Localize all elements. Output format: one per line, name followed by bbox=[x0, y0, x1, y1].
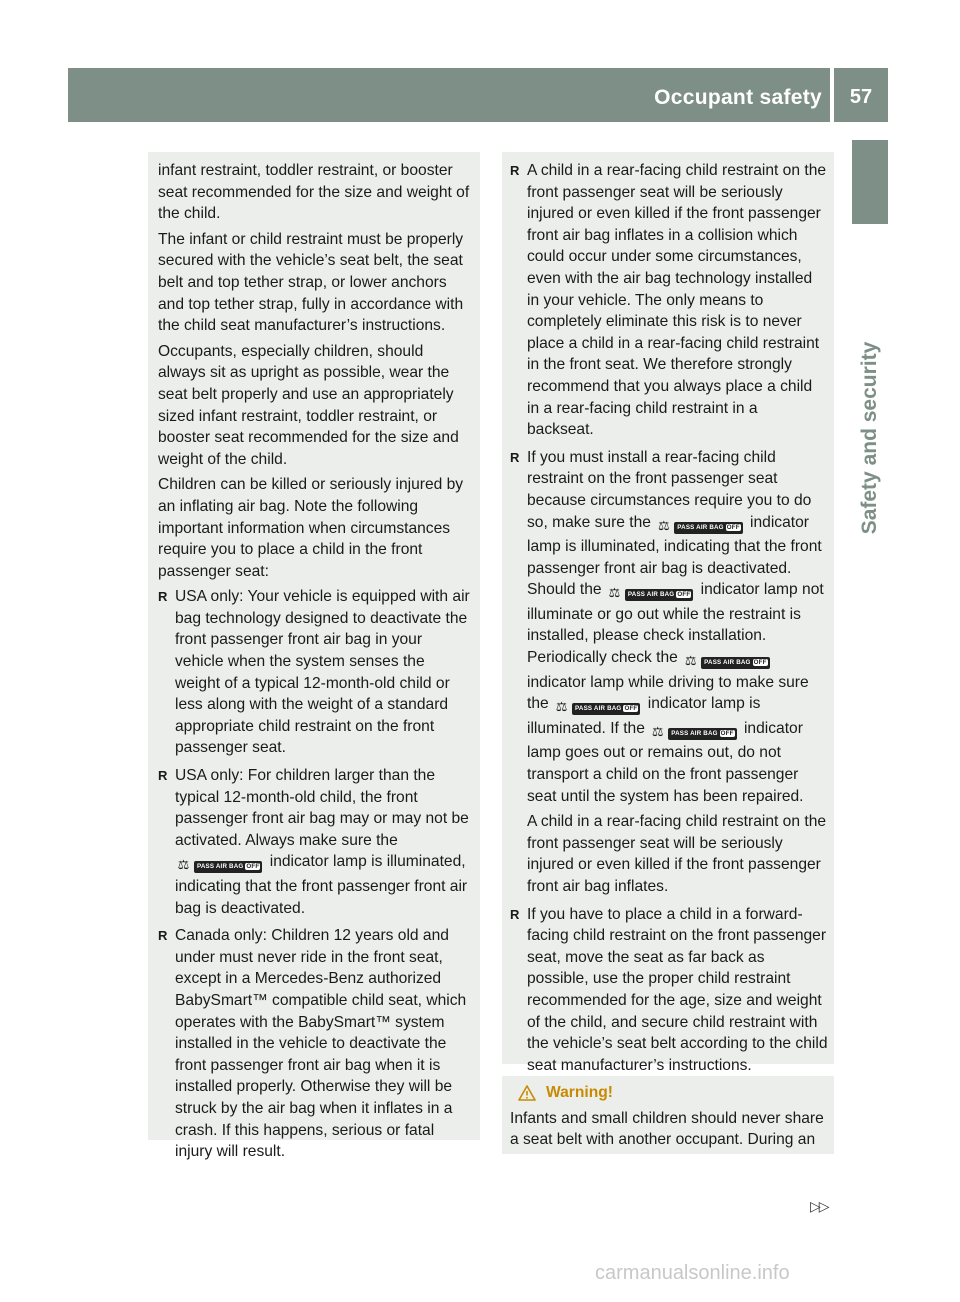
airbag-off-indicator bbox=[553, 696, 640, 718]
list-item-text: indicator lamp is illuminated, indicating that the front passenger front air bag is deactivated. Should the bbox=[527, 513, 822, 599]
warning-triangle-icon bbox=[518, 1085, 536, 1101]
pass-airbag-label: PASS AIR BAG OFF bbox=[674, 522, 742, 534]
list-item-text: indicator lamp goes out or remains out, do not transport a child on the front passenger seat until the system has been repaired. bbox=[527, 719, 804, 805]
list-item-text: indicator lamp is illuminated, indicating that the front passenger front air bag is deactivated. bbox=[175, 853, 468, 917]
paragraph: The infant or child restraint must be properly secured with the vehicle’s seat belt, the seat belt and top tether strap, or lower anchors and top tether strap, fully in accordance with the child seat manufacturer’s instructions. bbox=[158, 230, 464, 335]
list-item-text: USA only: For children larger than the typical 12-month-old child, the front passenger front air bag may or may not be activated. Always make sure the bbox=[175, 767, 469, 849]
bullet-mark: R bbox=[510, 163, 520, 178]
chapter-label: Safety and security bbox=[858, 341, 881, 535]
paragraph: infant restraint, toddler restraint, or booster seat recommended for the size and weight of the child. bbox=[158, 162, 470, 223]
list-item bbox=[510, 904, 828, 1077]
warning-text: Infants and small children should never share a seat belt with another occupant. During an bbox=[510, 1109, 824, 1149]
warning-title: Warning! bbox=[546, 1084, 613, 1101]
left-column bbox=[148, 152, 480, 1161]
airbag-off-indicator bbox=[649, 721, 736, 743]
list-item-text: Canada only: Children 12 years old and under must never ride in the front seat, except in a Mercedes-Benz authorized BabySmart™ compatible child seat, which operates with the BabySmart™ system installed in the vehicle to deactivate the front passenger front air bag when it is installed properly. Otherwise they will be struck by the air bag when it inflates in a crash. If this happens, serious or fatal injury will result. bbox=[175, 927, 467, 1161]
pass-airbag-label: PASS AIR BAG OFF bbox=[668, 728, 736, 740]
bullet-mark: R bbox=[158, 768, 168, 784]
list-item-text: A child in a rear-facing child restraint on the front passenger seat will be seriously injured or even killed if the front passenger front air bag inflates in a collision which could occur under some circumstances, even with the air bag technology installed in your vehicle. The only means to completely eliminate this risk is to never place a child in a rear-facing child restraint in the front seat. We therefore strongly recommend that you always place a child in a rear-facing child restraint in a backseat. bbox=[527, 162, 827, 439]
list-item bbox=[158, 925, 472, 1163]
list-item-text: indicator lamp while driving to make sure the bbox=[527, 673, 809, 713]
bullet-mark: R bbox=[158, 589, 168, 605]
child-seat-icon: ⚖ bbox=[608, 585, 621, 601]
list-item-text: A child in a rear-facing child restraint on the front passenger seat will be seriously injured or even killed if the front passenger front air bag inflates. bbox=[527, 813, 827, 895]
list-item-text: USA only: Your vehicle is equipped with air bag technology designed to deactivate the front passenger front air bag in your vehicle when the system senses the weight of a typical 12-month-old child or less along with the weight of a standard appropriate child restraint on the front passenger seat. bbox=[175, 588, 470, 757]
continue-arrows: ▷▷ bbox=[810, 1198, 828, 1214]
list-item bbox=[158, 586, 472, 759]
page-number: 57 bbox=[849, 86, 873, 108]
child-seat-icon: ⚖ bbox=[657, 517, 670, 533]
child-seat-icon: ⚖ bbox=[651, 723, 664, 739]
warning-header bbox=[518, 1082, 828, 1104]
airbag-off-indicator bbox=[682, 650, 769, 672]
bullet-mark: R bbox=[510, 906, 520, 922]
list-item bbox=[510, 160, 828, 441]
child-seat-icon: ⚖ bbox=[555, 699, 568, 715]
bullet-mark: R bbox=[510, 449, 520, 465]
list-item bbox=[510, 447, 828, 898]
pass-airbag-label: PASS AIR BAG OFF bbox=[572, 703, 640, 715]
list-item-text: indicator lamp is illuminated. If the bbox=[527, 695, 761, 737]
child-seat-icon: ⚖ bbox=[177, 857, 190, 873]
airbag-off-indicator bbox=[655, 515, 742, 537]
list-item-text: If you must install a rear-facing child restraint on the front passenger seat because circumstances require you to do so, make sure the bbox=[527, 448, 812, 531]
right-column bbox=[502, 152, 834, 1074]
airbag-off-indicator bbox=[606, 582, 693, 604]
list-item bbox=[158, 765, 472, 919]
paragraph: Occupants, especially children, should always sit as upright as possible, wear the seat belt properly and use an appropriately sized infant restraint, toddler restraint, or booster seat recommended for the size and weight of the child. bbox=[158, 342, 459, 468]
list-item-text: If you have to place a child in a forward-facing child restraint on the front passenger seat, move the seat as far back as possible, use the proper child restraint recommended for the age, size and weight of the child, and secure child restraint with the vehicle’s seat belt according to the child seat manufacturer’s instructions. bbox=[527, 905, 828, 1074]
section-title: Occupant safety bbox=[654, 86, 822, 109]
chapter-tab bbox=[852, 140, 888, 224]
paragraph: Children can be killed or seriously injured by an inflating air bag. Note the following important information when circumstances require you to place a child in the front passenger seat: bbox=[158, 476, 464, 580]
pass-airbag-label: PASS AIR BAG OFF bbox=[625, 589, 693, 601]
warning-box bbox=[502, 1076, 834, 1154]
watermark: carmanualsonline.info bbox=[595, 1262, 790, 1284]
child-seat-icon: ⚖ bbox=[684, 653, 697, 669]
pass-airbag-label: PASS AIR BAG OFF bbox=[701, 657, 769, 669]
airbag-off-indicator bbox=[175, 854, 262, 876]
list-item-text: indicator lamp not illuminate or go out while the restraint is installed, please check installation. Periodically check the bbox=[527, 581, 824, 667]
bullet-mark: R bbox=[158, 928, 168, 944]
pass-airbag-label: PASS AIR BAG OFF bbox=[194, 861, 262, 873]
